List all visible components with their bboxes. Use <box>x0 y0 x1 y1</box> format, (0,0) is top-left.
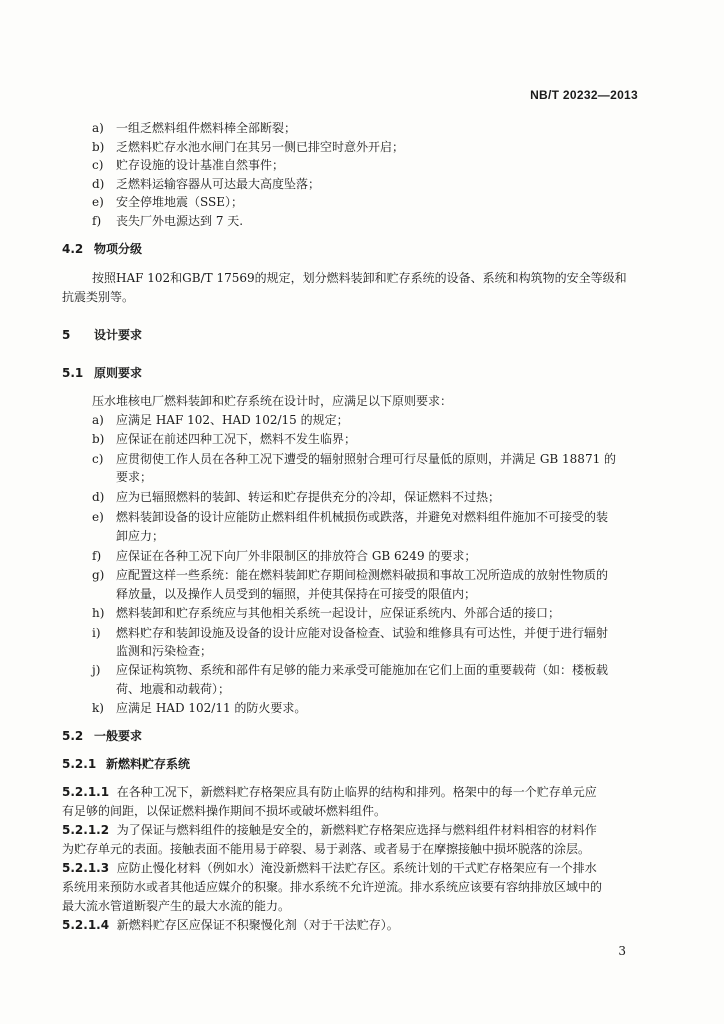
clause-line: 5.2.1.1 在各种工况下，新燃料贮存格架应具有防止临界的结构和排列。格架中的每一个贮存单元应 <box>62 785 597 799</box>
list-item: h) 燃料装卸和贮存系统应与其他相关系统一起设计，应保证系统内、外部合适的接口； <box>92 606 561 620</box>
clause-line: 有足够的间距，以保证燃料操作期间不损坏或破坏燃料组件。 <box>62 804 387 818</box>
section-heading-5-1: 5.1 原则要求 <box>62 366 143 380</box>
list-item-continuation: 卸应力； <box>116 529 165 543</box>
list-item-continuation: 荷、地震和动载荷）； <box>116 682 231 696</box>
list-item-continuation: 要求； <box>116 470 153 484</box>
list-item: e) 燃料装卸设备的设计应能防止燃料组件机械损伤或跌落，并避免对燃料组件施加不可接受的装 <box>92 510 609 524</box>
list-item: a) 一组乏燃料组件燃料棒全部断裂； <box>92 121 297 135</box>
list-item: d) 应为已辐照燃料的装卸、转运和贮存提供充分的冷却，保证燃料不过热； <box>92 490 501 504</box>
paragraph-line: 抗震类别等。 <box>62 290 135 304</box>
list-item: b) 乏燃料贮存水池水闸门在其另一侧已排空时意外开启； <box>92 140 405 154</box>
list-item: f) 应保证在各种工况下向厂外非限制区的排放符合 GB 6249 的要求； <box>92 549 477 563</box>
list-item-continuation: 释放量，以及操作人员受到的辐照，并使其保持在可接受的限值内； <box>116 587 477 601</box>
list-item: b) 应保证在前述四种工况下，燃料不发生临界； <box>92 432 357 446</box>
list-item: i) 燃料贮存和装卸设施及设备的设计应能对设备检查、试验和维修具有可达性，并便于进行辐射 <box>92 626 609 640</box>
section-heading-5-2: 5.2 一般要求 <box>62 729 143 743</box>
clause-line: 最大流水管道断裂产生的最大水流的能力。 <box>62 899 291 913</box>
clause-line: 5.2.1.3 应防止慢化材料（例如水）淹没新燃料干法贮存区。系统计划的干式贮存格架应有一个排水 <box>62 861 597 875</box>
section-heading-4-2: 4.2 物项分级 <box>62 242 143 256</box>
list-item: g) 应配置这样一些系统：能在燃料装卸贮存期间检测燃料破损和事故工况所造成的放射性物质的 <box>92 568 609 582</box>
list-item: c) 贮存设施的设计基准自然事件； <box>92 158 285 172</box>
list-item: a) 应满足 HAF 102、HAD 102/15 的规定； <box>92 413 349 427</box>
list-item: d) 乏燃料运输容器从可达最大高度坠落； <box>92 177 321 191</box>
clause-line: 为贮存单元的表面。接触表面不能用易于碎裂、易于剥落、或者易于在摩擦接触中损坏脱落的涂层。 <box>62 842 591 856</box>
list-item: f) 丧失厂外电源达到 7 天. <box>92 214 244 228</box>
list-item: k) 应满足 HAD 102/11 的防火要求。 <box>92 701 307 715</box>
list-item: c) 应贯彻使工作人员在各种工况下遭受的辐射照射合理可行尽量低的原则，并满足 GB 18871 的 <box>92 452 617 466</box>
clause-line: 5.2.1.2 为了保证与燃料组件的接触是安全的，新燃料贮存格架应选择与燃料组件材料相容的材料作 <box>62 823 597 837</box>
page-number: 3 <box>618 944 626 958</box>
list-item: e) 安全停堆地震（SSE）； <box>92 195 243 209</box>
section-heading-5: 5 设计要求 <box>62 328 143 342</box>
paragraph-line: 按照HAF 102和GB/T 17569的规定，划分燃料装卸和贮存系统的设备、系统和构筑物的安全等级和 <box>92 271 627 285</box>
section-heading-5-2-1: 5.2.1 新燃料贮存系统 <box>62 757 191 771</box>
clause-line: 5.2.1.4 新燃料贮存区应保证不积聚慢化剂（对于干法贮存）。 <box>62 918 399 932</box>
clause-line: 系统用来预防水或者其他适应媒介的积聚。排水系统不允许逆流。排水系统应该要有容纳排放区域中的 <box>62 880 603 894</box>
list-item-continuation: 监测和污染检查； <box>116 644 213 658</box>
paragraph-line: 压水堆核电厂燃料装卸和贮存系统在设计时，应满足以下原则要求： <box>92 394 453 408</box>
list-item: j) 应保证构筑物、系统和部件有足够的能力来承受可能施加在它们上面的重要载荷（如：楼板载 <box>92 663 609 677</box>
standard-number: NB/T 20232—2013 <box>530 88 638 102</box>
